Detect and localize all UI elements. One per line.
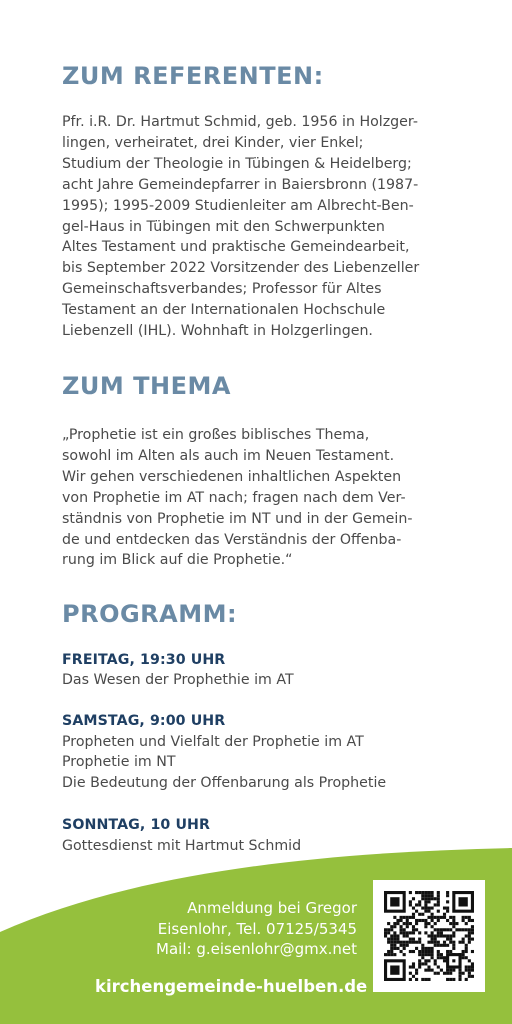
program-item: Prophetie im NT [62,754,176,771]
bio-line: 1995); 1995-2009 Studienleiter am Albrecht-Ben- [62,197,414,214]
contact-line: Eisenlohr, Tel. 07125/5345 [157,919,357,938]
program-items-sunday [62,836,301,856]
referent-heading: ZUM REFERENTEN: [62,62,324,90]
bio-line: bis September 2022 Vorsitzender des Liebenzeller [62,260,420,277]
program-items-saturday [62,732,386,793]
program-item: Das Wesen der Prophethie im AT [62,672,294,688]
thema-line: de und entdecken das Verständnis der Offenba- [62,531,402,548]
bio-line: Altes Testament und praktische Gemeindearbeit, [62,239,410,256]
thema-heading: ZUM THEMA [62,372,231,400]
program-item: Die Bedeutung der Offenbarung als Prophetie [62,774,387,791]
bio-line: Studium der Theologie in Tübingen & Heidelberg; [62,155,412,172]
thema-line: ständnis von Prophetie im NT und in der Gemein- [62,510,413,527]
qr-code-graphic [384,891,474,981]
program-item: Propheten und Vielfalt der Prophetie im AT [62,734,364,750]
thema-line: Wir gehen verschiedenen inhaltlichen Aspekten [62,468,402,485]
bio-line: acht Jahre Gemeindepfarrer in Baiersbronn (1987- [62,176,419,193]
bio-line: gel-Haus in Tübingen mit den Schwerpunkten [62,218,385,235]
bio-line: Liebenzell (IHL). Wohnhaft in Holzgerlingen. [62,323,373,340]
bio-line: lingen, verheiratet, drei Kinder, vier Enkel; [62,134,364,151]
contact-line: Mail: g.eisenlohr@gmx.net [156,940,357,958]
program-item: Gottesdienst mit Hartmut Schmid [62,838,302,854]
bio-line: Gemeinschaftsverbandes; Professor für Altes [62,281,382,298]
qr-code-icon[interactable] [373,880,485,992]
day-label-sunday: SONNTAG, 10 UHR [62,817,211,833]
programm-heading: PROGRAMM: [62,600,238,628]
referent-bio [62,112,462,342]
thema-text [62,425,462,571]
thema-line: rung im Blick auf die Prophetie.“ [62,552,293,569]
website-link[interactable]: kirchengemeinde-huelben.de [95,977,368,996]
thema-line: „Prophetie ist ein großes biblisches Thema, [62,427,370,443]
contact-line: Anmeldung bei Gregor [187,899,357,917]
day-label-friday: FREITAG, 19:30 UHR [62,652,226,668]
day-label-saturday: SAMSTAG, 9:00 UHR [62,713,226,729]
program-items-friday [62,670,294,690]
bio-line: Testament an der Internationalen Hochschule [62,302,386,319]
bio-line: Pfr. i.R. Dr. Hartmut Schmid, geb. 1956 in Holzger- [62,114,418,130]
contact-info [156,898,357,960]
thema-line: sowohl im Alten als auch im Neuen Testament. [62,447,395,464]
thema-line: von Prophetie im AT nach; fragen nach dem Ver- [62,489,406,506]
